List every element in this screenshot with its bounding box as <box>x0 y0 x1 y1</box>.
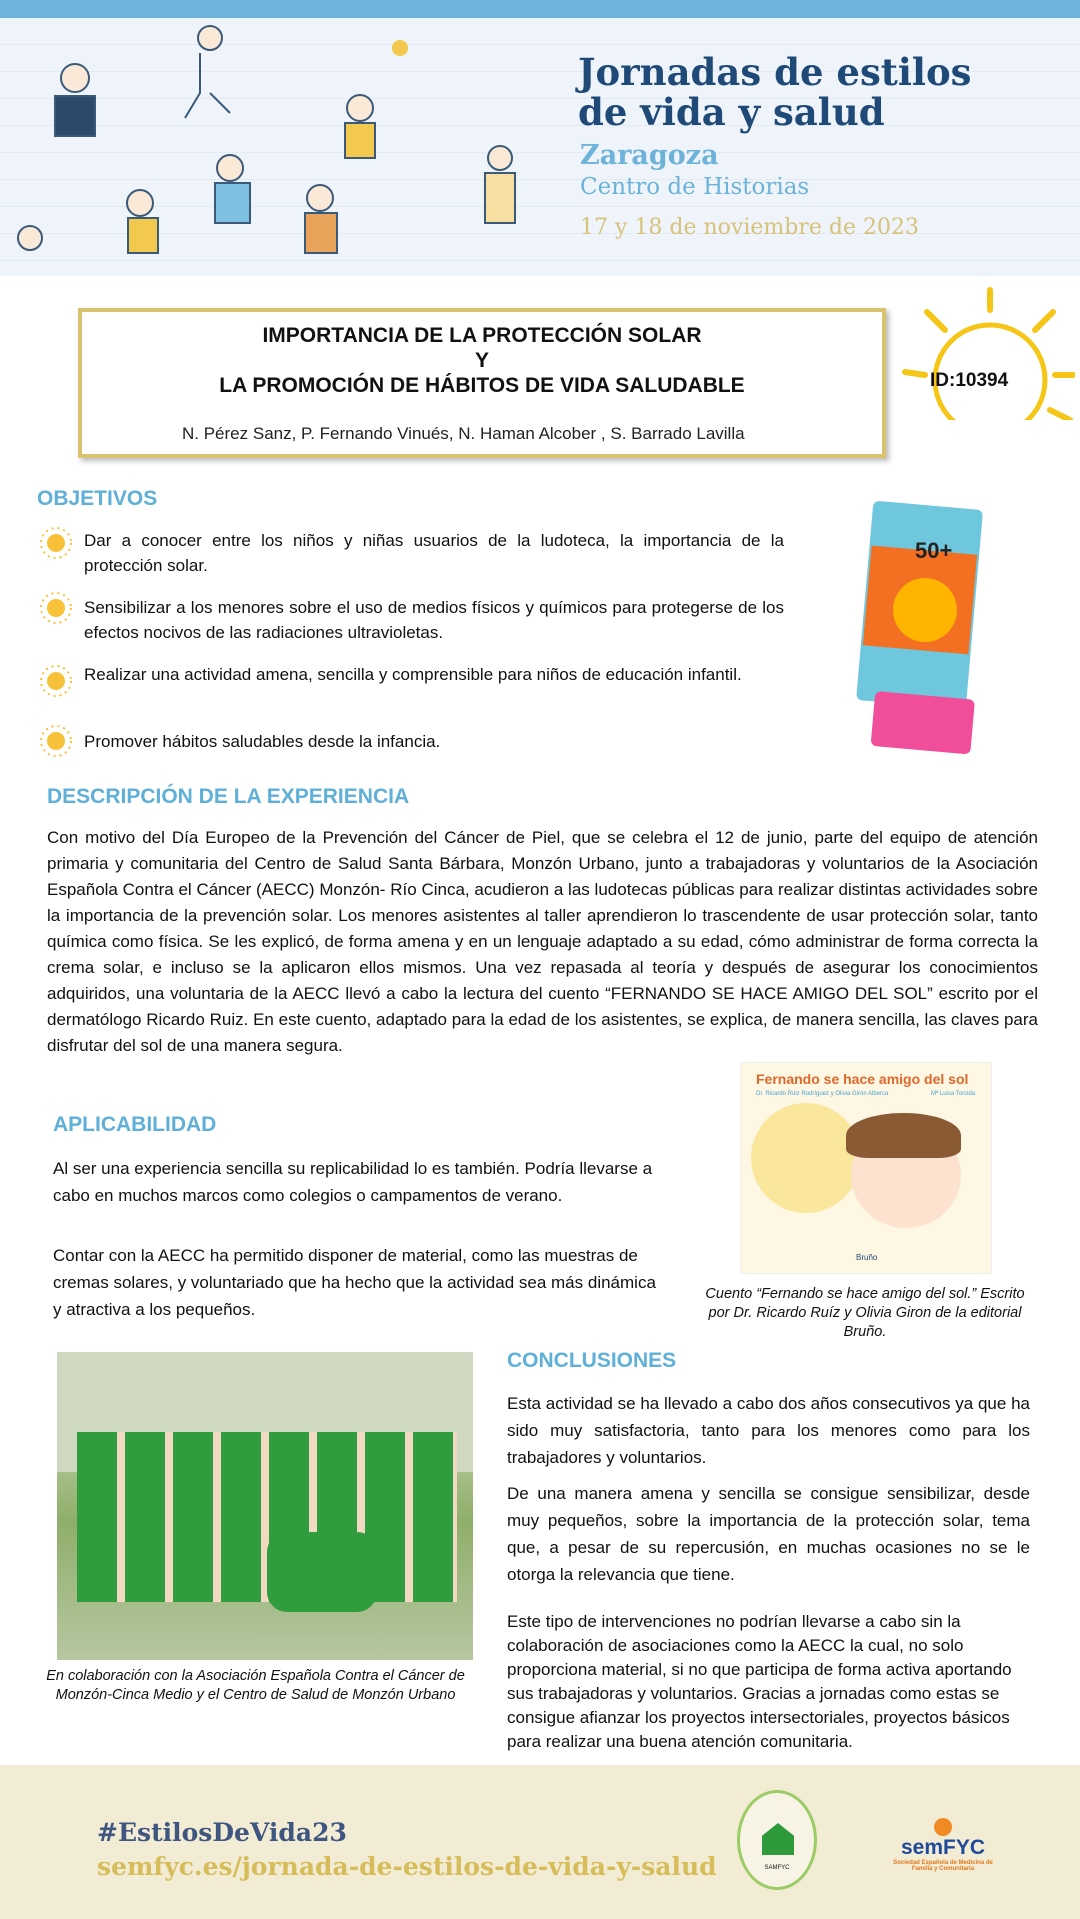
aplicabilidad-p1: Al ser una experiencia sencilla su replicabilidad lo es también. Podría llevarse a cabo en muchos marcos como colegios o campamentos de verano. <box>53 1159 653 1205</box>
sun-bullet-icon <box>38 663 74 699</box>
sun-bullet-icon <box>38 723 74 759</box>
spf-label: 50+ <box>915 538 953 563</box>
objetivo-item: Realizar una actividad amena, sencilla y comprensible para niños de educación infantil. <box>84 665 742 684</box>
conclusiones-p1: Esta actividad se ha llevado a cabo dos años consecutivos ya que ha sido muy satisfactoria, tanto para los menores como para los trabajadores y voluntarios. <box>507 1394 1030 1467</box>
conclusiones-p3: Este tipo de intervenciones no podrían llevarse a cabo sin la colaboración de asociaciones como la AECC la cual, no solo proporciona material, si no que participa de forma activa aportando sus trabajadoras y voluntarios. Gracias a jornadas como estas se consigue afianzar los proyectos intersectoriales, proyectos básicos para realizar una buena atención comunitaria. <box>507 1612 1012 1751</box>
samfyc-logo: SAMFYC <box>737 1790 817 1890</box>
poster-title-line1: IMPORTANCIA DE LA PROTECCIÓN SOLAR <box>262 324 702 347</box>
event-city: Zaragoza <box>580 140 719 171</box>
top-bar <box>0 0 1080 18</box>
hashtag: #EstilosDeVida23 <box>97 1818 347 1847</box>
header-illustration <box>0 18 540 276</box>
poster-title-line2: Y <box>474 349 489 372</box>
book-cover-title: Fernando se hace amigo del sol <box>756 1071 969 1087</box>
aplicabilidad-p2: Contar con la AECC ha permitido disponer de material, como las muestras de cremas solares, y voluntariado que ha hecho que la actividad sea más dinámica y atractiva a los pequeños. <box>53 1246 656 1319</box>
conclusiones-heading: CONCLUSIONES <box>507 1349 677 1372</box>
book-cover-image <box>740 1062 992 1274</box>
book-publisher: Bruño <box>856 1253 878 1262</box>
poster-title-line3: LA PROMOCIÓN DE HÁBITOS DE VIDA SALUDABLE <box>219 374 745 397</box>
book-caption: Cuento “Fernando se hace amigo del sol.” Escrito por Dr. Ricardo Ruíz y Olivia Giron de la editorial Bruño. <box>705 1286 1025 1340</box>
poster-id: ID:10394 <box>930 370 1009 391</box>
event-venue: Centro de Historias <box>580 174 810 200</box>
sun-bullet-icon <box>38 590 74 626</box>
conclusiones-p2: De una manera amena y sencilla se consigue sensibilizar, desde muy pequeños, sobre la importancia de la protección solar, tema que, a pesar de su repercusión, en muchas ocasiones no se le otorga la relevancia que tiene. <box>507 1484 1030 1584</box>
event-dates: 17 y 18 de noviembre de 2023 <box>580 215 919 240</box>
descripcion-text: Con motivo del Día Europeo de la Prevención del Cáncer de Piel, que se celebra el 12 de junio, parte del equipo de atención primaria y comunitaria del Centro de Salud Santa Bárbara, Monzón Urbano, junto a trabajadoras y voluntarios de la Asociación Española Contra el Cáncer (AECC) Monzón- Río Cinca, acudieron a las ludotecas públicas para realizar distintas actividades sobre la importancia de la prevención solar. Los menores asistentes al taller aprendieron lo trascendente de usar protección solar, tanto química como física. Se les explicó, de forma amena y en un lenguaje adaptado a su edad, cómo administrar de forma correcta la crema solar, e incluso se la aplicaron ellos mismos. Una vez repasada al teoría y después de asegurar los conocimientos adquiridos, una voluntaria de la AECC llevó a cabo la lectura del cuento “FERNANDO SE HACE AMIGO DEL SOL” escrito por el dermatólogo Ricardo Ruiz. En este cuento, adaptado para la edad de los asistentes, se explica, de manera sencilla, las claves para disfrutar del sol de una manera segura. <box>47 828 1038 1055</box>
semfyc-logo: semFYC Sociedad Española de Medicina de Familia y Comunitaria <box>893 1818 993 1872</box>
sun-illustration <box>885 280 1075 420</box>
objetivo-item: Promover hábitos saludables desde la infancia. <box>84 732 441 751</box>
book-cover-authors: Dr. Ricardo Ruiz Rodríguez y Olivia Girón Alberca <box>756 1091 889 1097</box>
poster-title-box <box>78 308 886 458</box>
event-url[interactable]: semfyc.es/jornada-de-estilos-de-vida-y-salud <box>97 1852 717 1881</box>
event-title: Jornadas de estilos de vida y salud <box>578 50 972 134</box>
descripcion-heading: DESCRIPCIÓN DE LA EXPERIENCIA <box>47 785 410 808</box>
authors: N. Pérez Sanz, P. Fernando Vinués, N. Haman Alcober , S. Barrado Lavilla <box>182 424 745 443</box>
photo-caption: En colaboración con la Asociación Española Contra el Cáncer de Monzón-Cinca Medio y el Centro de Salud de Monzón Urbano <box>46 1668 465 1703</box>
sun-bullet-icon <box>38 525 74 561</box>
aplicabilidad-heading: APLICABILIDAD <box>53 1113 217 1136</box>
book-cover-illustrator: Mª Luisa Torcida <box>931 1091 976 1097</box>
sunscreen-tube-illustration <box>855 500 1005 760</box>
objetivo-item: Dar a conocer entre los niños y niñas usuarios de la ludoteca, la importancia de la protección solar. <box>84 531 784 575</box>
group-photo <box>57 1352 473 1660</box>
objetivos-heading: OBJETIVOS <box>37 487 158 510</box>
objetivo-item: Sensibilizar a los menores sobre el uso de medios físicos y químicos para protegerse de los efectos nocivos de las radiaciones ultravioletas. <box>84 598 784 642</box>
